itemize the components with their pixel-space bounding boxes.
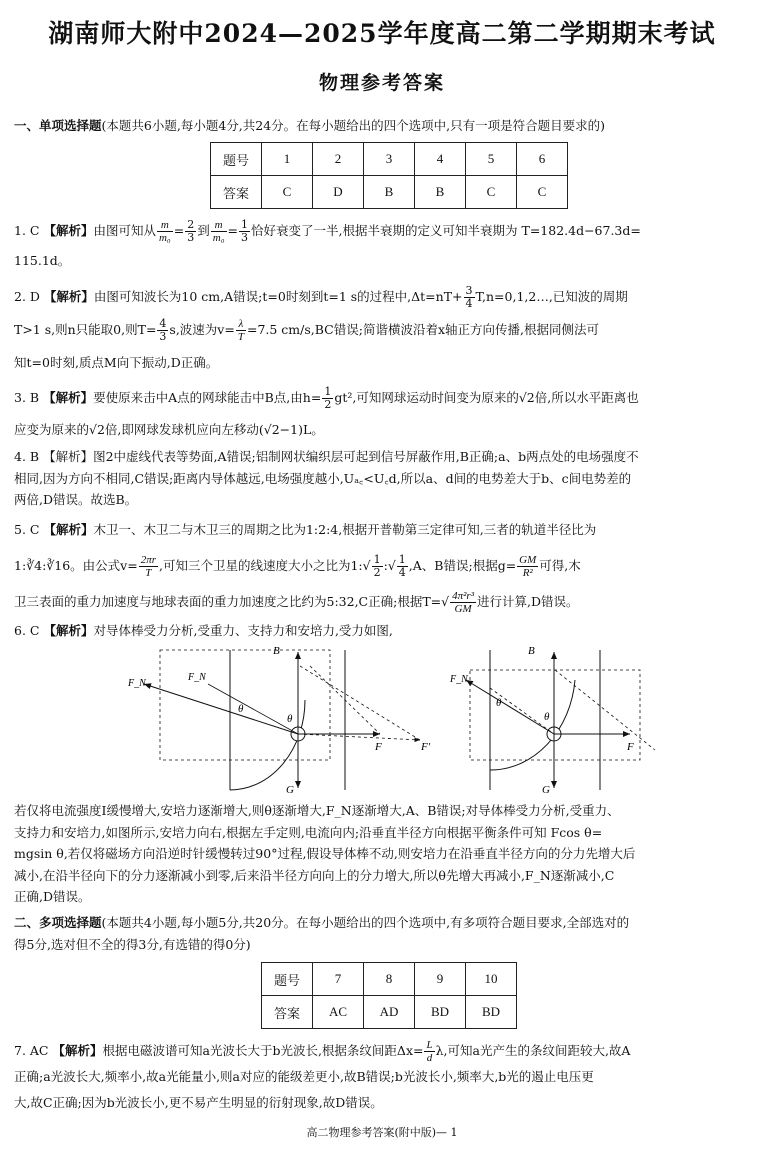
- q2-text: =7.5 cm/s,BC错误;简谐横波沿着x轴正方向传播,根据同侧法可: [246, 322, 599, 337]
- frac-num: 1: [398, 553, 406, 566]
- q4-prefix: 4. B: [14, 449, 40, 464]
- q3-prefix: 3. B: [14, 390, 40, 405]
- q4-tag: 【解析】: [43, 449, 94, 464]
- label-FN: F_N: [188, 672, 206, 683]
- q5-text: 可得,木: [539, 558, 581, 573]
- label-theta: θ: [238, 703, 244, 715]
- q1-tag: 【解析】: [43, 223, 94, 238]
- q5-text: ,A、B错误;根据g=: [408, 558, 517, 573]
- section2-heading: [14, 912, 752, 955]
- frac-num: GM: [519, 554, 537, 566]
- q5-text: 木卫一、木卫二与木卫三的周期之比为1:2:4,根据开普勒第三定律可知,三者的轨道半径比为: [93, 522, 597, 537]
- fraction: [372, 554, 383, 579]
- section2-title: 二、多项选择题: [14, 915, 102, 930]
- table-cell: 5: [466, 143, 517, 176]
- frac-den: T: [237, 331, 244, 343]
- frac-den: m₀: [212, 232, 225, 244]
- fraction: [157, 219, 173, 244]
- table-cell-label: 题号: [211, 143, 262, 176]
- force-diagram: [110, 640, 670, 800]
- table-cell-label: 答案: [262, 996, 313, 1029]
- q7-text: 根据电磁波谱可知a光波长大于b光波长,根据条纹间距Δx=: [102, 1043, 424, 1058]
- fraction: [322, 386, 333, 411]
- table-cell: AC: [313, 996, 364, 1029]
- q4-text: 相同,因为方向不相同,C错误;距离内导体越远,电场强度越小,Uₐ꜀<U꜀d,所以a、d间的电势差大于b、c间电势差的: [14, 470, 632, 486]
- table-cell-label: 答案: [211, 176, 262, 209]
- table-row-numbers: [211, 143, 568, 176]
- table-cell: B: [415, 176, 466, 209]
- frac-num: 4π²r³: [452, 590, 474, 602]
- q1-text: 恰好衰变了一半,根据半衰期的定义可知半衰期为 T=182.4d−67.3d=: [251, 223, 641, 238]
- frac-den: 3: [159, 330, 167, 343]
- question-6-explanation: [14, 800, 752, 908]
- q3-text: gt²,可知网球运动时间变为原来的√2倍,所以水平距离也: [334, 390, 639, 405]
- fraction: [157, 318, 168, 343]
- q6-prefix: 6. C: [14, 623, 40, 638]
- q3-tag: 【解析】: [43, 390, 94, 405]
- fraction: [211, 219, 227, 244]
- table-cell: D: [313, 176, 364, 209]
- q2-text: 由图可知波长为10 cm,A错误;t=0时刻到t=1 s的过程中,Δt=nT+: [93, 289, 463, 304]
- q4-text: 两倍,D错误。故选B。: [14, 492, 138, 507]
- q6-text: mgsin θ,若仅将磁场方向沿逆时针缓慢转过90°过程,假设导体棒不动,则安培力在沿垂直半径方向的分力先增大后: [14, 846, 636, 861]
- table-cell: 9: [415, 963, 466, 996]
- q6-text: 若仅将电流强度I缓慢增大,安培力逐渐增大,则θ逐渐增大,F_N逐渐增大,A、B错误;对导体棒受力分析,受重力、: [14, 803, 620, 818]
- frac-den: 4: [398, 566, 406, 579]
- label-Fprime: F′: [421, 741, 431, 753]
- q7-tag: 【解析】: [52, 1043, 103, 1058]
- table-cell: C: [262, 176, 313, 209]
- section1-note: (本题共6小题,每小题4分,共24分。在每小题给出的四个选项中,只有一项是符合题目要求的): [101, 118, 606, 133]
- label-B: B: [273, 645, 280, 657]
- fraction: [424, 1039, 434, 1064]
- answer-table-1: [210, 142, 568, 209]
- fraction: [185, 219, 196, 244]
- label-FN: F_N: [128, 678, 146, 689]
- table-cell: 1: [262, 143, 313, 176]
- table-cell: 8: [364, 963, 415, 996]
- fraction: [397, 554, 408, 579]
- question-5: 5. C 【解析】木卫一、木卫二与木卫三的周期之比为1:2:4,根据开普勒第三定律可知,三者的轨道半径比为 1:∛4:∛16。由公式v= $\frac{2\pi r}{T}$ ,可知三个卫星的线速度大小之比为1:√ $\frac{1}{2}$ :√ $\frac{1}{4}$ ,A、B错误;根据g= $\frac{GM}{\text{R²}}$ 可得,木 卫三表面的重力加速度与地球表面的重力加速度之比约为5:32,C正确;根据T=√ $\frac{\text{4π²r³}}{GM}$ 进行计算,D错误。: [14, 522, 597, 615]
- question-3: [14, 382, 752, 446]
- exam-title: 湖南师大附中2024—2025学年度高二第二学期期末考试: [48, 19, 716, 48]
- frac-num: 4: [159, 317, 167, 330]
- frac-den: 3: [241, 231, 249, 244]
- q7-text: 大,故C正确;因为b光波长小,更不易产生明显的衍射现象,故D错误。: [14, 1095, 383, 1110]
- q1-text: 到: [197, 223, 210, 238]
- table-row-answers: [262, 996, 517, 1029]
- table-cell: BD: [415, 996, 466, 1029]
- q2-text: T,n=0,1,2…,已知波的周期: [475, 289, 628, 304]
- table-cell: C: [466, 176, 517, 209]
- table-cell: 2: [313, 143, 364, 176]
- table-cell: 7: [313, 963, 364, 996]
- frac-num: 1: [324, 385, 332, 398]
- frac-den: 4: [465, 297, 473, 310]
- frac-den: m₀: [158, 232, 171, 244]
- q6-tag: 【解析】: [43, 623, 94, 638]
- section2-note: (本题共4小题,每小题5分,共20分。在每小题给出的四个选项中,有多项符合题目要求,全部选对的: [101, 915, 630, 930]
- frac-num: 1: [241, 218, 249, 231]
- frac-den: R²: [522, 567, 533, 579]
- q6-text: 对导体棒受力分析,受重力、支持力和安培力,受力如图,: [93, 623, 393, 638]
- label-F: F: [375, 741, 382, 753]
- frac-num: L: [426, 1039, 433, 1051]
- figure-right: [449, 645, 655, 796]
- q3-text: 要使原来击中A点的网球能击中B点,由h=: [93, 390, 322, 405]
- fraction: [450, 590, 476, 615]
- table-cell: 3: [364, 143, 415, 176]
- q2-text: s,波速为v=: [169, 322, 235, 337]
- answer-subtitle: 物理参考答案: [318, 72, 445, 94]
- q1-text: 115.1d。: [14, 253, 71, 268]
- q1-prefix: 1. C: [14, 223, 40, 238]
- q7-text: 正确;a光波长大,频率小,故a光能量小,则a对应的能级差更小,故B错误;b光波长小,频率大,b光的遏止电压更: [14, 1069, 594, 1084]
- table-cell-label: 题号: [262, 963, 313, 996]
- q6-text: 减小,在沿半径向下的分力逐渐减小到零,后来沿半径方向向上的分力增大,所以θ先增大再减小,F_N逐渐减小,C: [14, 867, 615, 883]
- fraction: [139, 554, 158, 579]
- table-row-answers: [211, 176, 568, 209]
- frac-num: 1: [373, 553, 381, 566]
- section2-note: 得5分,选对但不全的得3分,有选错的得0分): [14, 936, 251, 952]
- table-row-numbers: [262, 963, 517, 996]
- q2-text: T>1 s,则n只能取0,则T=: [14, 322, 157, 337]
- q2-tag: 【解析】: [43, 289, 94, 304]
- label-theta: θ: [287, 713, 293, 725]
- table-cell: C: [517, 176, 568, 209]
- section1-heading: [14, 116, 605, 136]
- figure-left: [127, 645, 431, 796]
- page-footer: 高二物理参考答案(附中版)— 1: [306, 1126, 458, 1139]
- q6-text: 支持力和安培力,如图所示,安培力向右,根据左手定则,电流向内;沿垂直半径方向根据平衡条件可知 Fcos θ=: [14, 824, 603, 840]
- fraction: [517, 554, 538, 579]
- table-cell: 10: [466, 963, 517, 996]
- frac-den: 2: [324, 398, 332, 411]
- label-B: B: [528, 645, 535, 657]
- frac-num: 2πr: [140, 554, 156, 566]
- table-cell: 6: [517, 143, 568, 176]
- fraction: [464, 285, 475, 310]
- question-2: [14, 280, 752, 379]
- frac-num: m: [157, 219, 173, 232]
- q6-text: 正确,D错误。: [14, 889, 91, 904]
- question-4: [14, 446, 752, 511]
- q7-text: λ,可知a光产生的条纹间距较大,故A: [435, 1043, 631, 1058]
- q5-tag: 【解析】: [43, 522, 94, 537]
- frac-num: 3: [465, 284, 473, 297]
- q5-text: ,可知三个卫星的线速度大小之比为1:: [159, 558, 363, 573]
- table-cell: 4: [415, 143, 466, 176]
- table-cell: AD: [364, 996, 415, 1029]
- frac-den: d: [426, 1052, 433, 1064]
- q5-prefix: 5. C: [14, 522, 40, 537]
- frac-den: T: [145, 567, 152, 579]
- label-G: G: [542, 784, 550, 796]
- table-cell: BD: [466, 996, 517, 1029]
- q5-text: 卫三表面的重力加速度与地球表面的重力加速度之比约为5:32,C正确;根据T=: [14, 594, 442, 609]
- section1-title: 一、单项选择题: [14, 118, 102, 133]
- frac-den: 3: [187, 231, 195, 244]
- label-theta: θ: [496, 697, 502, 709]
- q3-text: 应变为原来的√2倍,即网球发球机应向左移动(√2−1)L。: [14, 422, 324, 437]
- question-1: 1. C 【解析】由图可知从 $\frac{m}{\text{m₀}}$ = $\frac{2}{3}$ 到 $\frac{m}{\text{m₀}}$ = $\frac{1}{3}$ 恰好衰变了一半,根据半衰期的定义可知半衰期为 T=182.4d−67.3d= 115.1d。: [14, 218, 641, 268]
- q2-prefix: 2. D: [14, 289, 40, 304]
- label-F: F: [627, 741, 634, 753]
- frac-num: 2: [187, 218, 195, 231]
- fraction: [239, 219, 250, 244]
- fraction: [236, 318, 246, 343]
- q7-prefix: 7. AC: [14, 1043, 49, 1058]
- frac-num: λ: [236, 318, 246, 331]
- label-FN: F_N: [450, 674, 468, 685]
- label-G: G: [286, 784, 294, 796]
- frac-den: 2: [373, 566, 381, 579]
- q5-text: 进行计算,D错误。: [477, 594, 579, 609]
- frac-num: m: [211, 219, 227, 232]
- q2-text: 知t=0时刻,质点M向下振动,D正确。: [14, 355, 219, 370]
- frac-den: GM: [454, 603, 472, 615]
- q5-text: 1:∛4:∛16。由公式v=: [14, 558, 138, 573]
- q1-text: 由图可知从: [93, 223, 156, 238]
- q4-text: 图2中虚线代表等势面,A错误;铝制网状编织层可起到信号屏蔽作用,B正确;a、b两点处的电场强度不: [93, 449, 639, 464]
- label-theta: θ: [544, 711, 550, 723]
- answer-table-2: [261, 962, 517, 1029]
- table-cell: B: [364, 176, 415, 209]
- question-7: [14, 1038, 752, 1116]
